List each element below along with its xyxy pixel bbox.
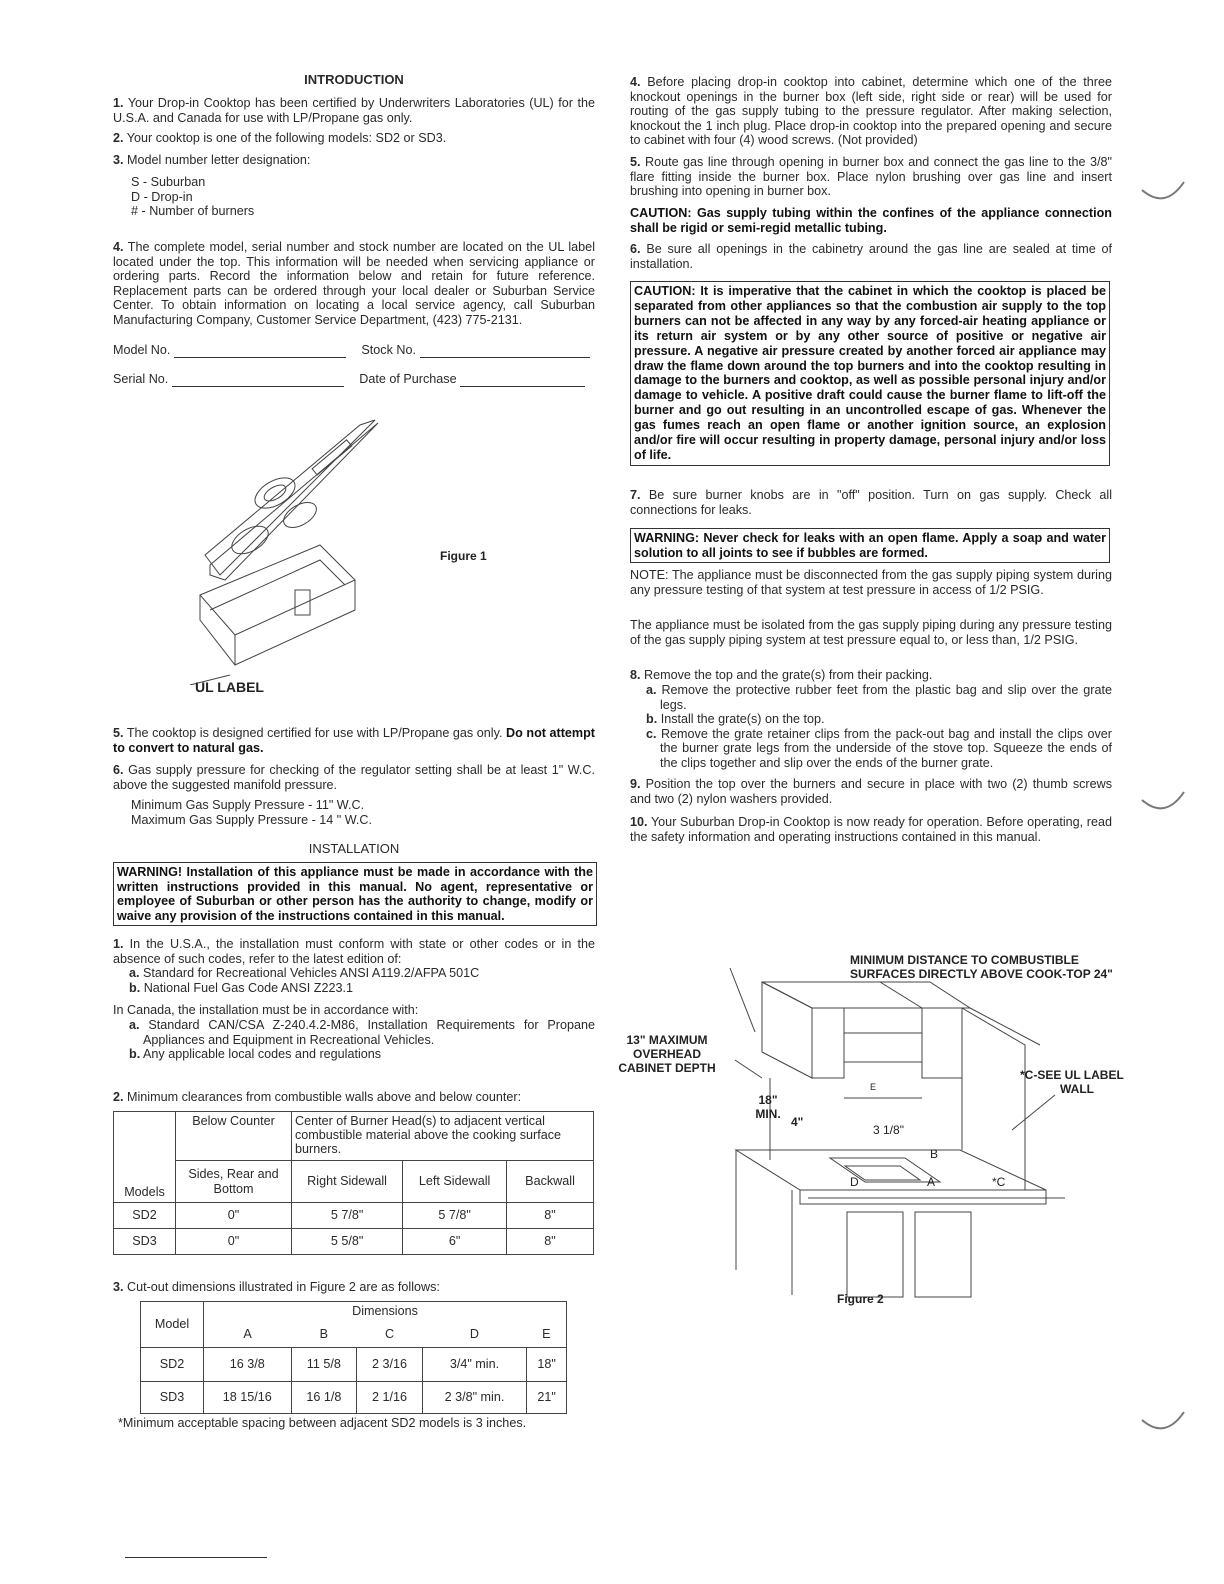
overhead-depth-label: 13" MAXIMUM OVERHEAD CABINET DEPTH [618, 1033, 716, 1075]
record-fields-2 [113, 372, 595, 387]
wall-label: WALL [1060, 1082, 1094, 1096]
cell: 5 7/8" [292, 1203, 403, 1229]
designation: D - Drop-in [131, 189, 193, 204]
install-p1 [113, 937, 595, 966]
cell: 6" [403, 1229, 507, 1255]
note: NOTE: The appliance must be disconnected from the gas supply piping system during any pressure testing of that system at test pressure in access of 1/2 PSIG. [630, 568, 1112, 597]
num: b. [129, 1047, 141, 1062]
cell: SD2 [141, 1348, 204, 1382]
binder-hole-mark [1140, 780, 1190, 820]
text: In the U.S.A., the installation must conform with state or other codes or in the absence of such codes, refer to the latest edition of: [113, 937, 595, 966]
cell: 5 7/8" [403, 1203, 507, 1229]
text: The complete model, serial number and stock number are located on the UL label located under the top. This information will be needed when servicing appliance or ordering parts. Record the information below and retain for future reference. Replacement parts can be ordered through your local dealer or Suburban Service Center. To obtain information on locating a local service agency, call Suburban Manufacturing Company, Customer Service Department, (423) 775-2131. [113, 240, 595, 327]
caution-cabinet-box: CAUTION: It is imperative that the cabinet in which the cooktop is placed be separated from other appliances so that the combustion air supply to the top burners can not be affected in any way by any forced-air heating appliance or its return air system or by any other source of positive or negative air pressure. A negative air pressure created by another forced air appliance may draw the flame down around the top burners and into the cooktop resulting in damage to the burners and cooktop, as well as possible personal injury and/or damage to vehicle. A positive draft could cause the burner flame to lift-off the burner and go out resulting in an uncontrolled escape of gas. Whenever the gas fumes reach an open flame or another ignition source, an explosion and/or fire will occur resulting in property damage, personal injury and/or loss of life. [630, 281, 1110, 466]
date-label: Date of Purchase [359, 372, 457, 386]
cell: 0" [176, 1229, 292, 1255]
isolated-note: The appliance must be isolated from the gas supply piping during any pressure testing of the gas supply piping system at test pressure equal to, or less than, 1/2 PSIG. [630, 618, 1112, 647]
binder-hole-mark [1140, 1400, 1190, 1440]
cell: 3/4" min. [422, 1348, 526, 1382]
text: Model number letter designation: [127, 153, 311, 167]
table-row [114, 1229, 594, 1255]
designation-list [113, 175, 595, 219]
num: 1. [113, 937, 124, 951]
four-inch-label: 4" [791, 1115, 804, 1129]
designation: # - Number of burners [131, 204, 255, 219]
header-below-counter: Below Counter [176, 1112, 292, 1161]
figure1-caption: Figure 1 [440, 549, 487, 563]
right-p7 [630, 488, 1112, 517]
intro-p5 [113, 726, 595, 755]
header-model: Model [141, 1302, 204, 1348]
figure1-cooktop-drawing [180, 415, 430, 685]
serial-no-field[interactable] [172, 375, 344, 387]
leak-warning-box: WARNING: Never check for leaks with an open flame. Apply a soap and water solution to all joints to see if bubbles are formed. [630, 528, 1110, 563]
num: 5. [630, 155, 641, 169]
num: b. [129, 980, 141, 995]
footer-rule [125, 1557, 267, 1558]
num: 3. [113, 153, 124, 167]
num: 6. [113, 763, 124, 777]
text: Position the top over the burners and secure in place with two (2) thumb screws and two (2) nylon washers provided. [630, 777, 1113, 806]
text: Remove the grate retainer clips from the pack-out bag and install the clips over the burner grate legs from the underside of the stove top. Squeeze the ends of the clips together and slip over the ends of the burner grate. [660, 726, 1113, 770]
num: 10. [630, 815, 648, 829]
text: Be sure all openings in the cabinetry around the gas line are sealed at time of installation. [630, 242, 1112, 271]
text: Your cooktop is one of the following models: SD2 or SD3. [126, 131, 447, 145]
right-p6 [630, 242, 1112, 271]
header-sides: Sides, Rear and Bottom [176, 1161, 292, 1203]
header-right: Right Sidewall [292, 1161, 403, 1203]
text: Your Drop-in Cooktop has been certified by Underwriters Laboratories (UL) for the U.S.A. and Canada for use with LP/Propane gas only. [113, 96, 595, 125]
model-no-label: Model No. [113, 343, 171, 357]
date-field[interactable] [460, 375, 585, 387]
dim-b-label: B [930, 1147, 939, 1161]
cell: 2 3/8" min. [422, 1382, 526, 1414]
clearances-table [113, 1111, 594, 1255]
text: Remove the top and the grate(s) from their packing. [644, 668, 933, 682]
designation: S - Suburban [131, 175, 206, 189]
stock-no-field[interactable] [420, 346, 590, 358]
footnote: *Minimum acceptable spacing between adjacent SD2 models is 3 inches. [118, 1416, 527, 1430]
max-pressure: Maximum Gas Supply Pressure - 14 " W.C. [131, 812, 373, 827]
pressure-list [113, 798, 595, 827]
num: 1. [113, 96, 124, 110]
num: 8. [630, 668, 641, 682]
cell: 16 1/8 [291, 1382, 357, 1414]
cell: 21" [527, 1382, 567, 1414]
bold-text: Do not attempt to convert to natural gas. [113, 726, 595, 755]
num: b. [646, 712, 658, 727]
figure2-cabinet-drawing [610, 950, 1130, 1300]
num: c. [646, 726, 657, 741]
num: 7. [630, 488, 641, 502]
num: a. [129, 966, 140, 980]
cell: 11 5/8 [291, 1348, 357, 1382]
right-p10 [630, 815, 1112, 844]
table-row [114, 1203, 594, 1229]
cell: 16 3/8 [204, 1348, 292, 1382]
canada-intro: In Canada, the installation must be in accordance with: [113, 1003, 419, 1017]
num: a. [646, 683, 657, 697]
cell: SD3 [114, 1229, 176, 1255]
dim-e-label: E [870, 1082, 877, 1092]
right-p4 [630, 75, 1112, 148]
min-18-label: 18" MIN. [755, 1093, 781, 1121]
caution-tubing: CAUTION: Gas supply tubing within the confines of the appliance connection shall be rigid or semi-regid metallic tubing. [630, 206, 1112, 235]
figure2-caption: Figure 2 [837, 1292, 884, 1306]
table-row [141, 1348, 567, 1382]
intro-p6 [113, 763, 595, 792]
us-code-list [113, 966, 595, 995]
num: a. [129, 1018, 140, 1032]
right-p8 [630, 668, 1112, 683]
installation-heading: INSTALLATION [308, 841, 400, 856]
stock-no-label: Stock No. [361, 343, 416, 357]
cell: SD3 [141, 1382, 204, 1414]
text: National Fuel Gas Code ANSI Z223.1 [143, 980, 354, 995]
cell: 0" [176, 1203, 292, 1229]
text: Minimum clearances from combustible walls above and below counter: [127, 1090, 522, 1104]
text: Route gas line through opening in burner box and connect the gas line to the 3/8" flare fitting inside the burner box. Place nylon brushing over gas line and insert brushing into opening in burner box. [630, 155, 1112, 199]
num: 3. [113, 1280, 124, 1294]
text: Any applicable local codes and regulations [143, 1047, 382, 1062]
text: Install the grate(s) on the top. [660, 712, 825, 727]
num: 6. [630, 242, 641, 256]
binder-hole-mark [1140, 170, 1190, 210]
right-p9 [630, 777, 1112, 806]
text: Before placing drop-in cooktop into cabinet, determine which one of the three knockout openings in the burner box (left side, right side or rear) will be used for routing of the gas supply tubing to the pressure regulator. After making selection, knockout the 1 inch plug. Place drop-in cooktop into the prepared opening and secure to cabinet with four (4) wood screws. (Not provided) [630, 75, 1113, 148]
min-distance-label: MINIMUM DISTANCE TO COMBUSTIBLE SURFACES DIRECTLY ABOVE COOK-TOP 24" [850, 953, 1113, 981]
right-p5 [630, 155, 1112, 199]
record-fields-1 [113, 343, 595, 358]
dim-a-label: A [927, 1175, 936, 1189]
ul-label-callout: UL LABEL [195, 679, 264, 695]
num: 2. [113, 131, 124, 145]
cell: SD2 [114, 1203, 176, 1229]
header-dimensions: Dimensions [204, 1302, 567, 1322]
dim-d-label: D [850, 1175, 859, 1189]
text: Remove the protective rubber feet from the plastic bag and slip over the grate legs. [660, 683, 1113, 712]
text: The cooktop is designed certified for use with LP/Propane gas only. [126, 726, 503, 740]
header-models: Models [114, 1112, 176, 1203]
col-d: D [469, 1326, 480, 1341]
num: 5. [113, 726, 124, 740]
model-no-field[interactable] [174, 346, 346, 358]
cell: 8" [507, 1229, 594, 1255]
intro-p1 [113, 96, 595, 125]
serial-no-label: Serial No. [113, 372, 169, 386]
min-pressure: Minimum Gas Supply Pressure - 11" W.C. [131, 798, 365, 812]
num: 4. [113, 240, 124, 254]
intro-p2 [113, 131, 595, 146]
table-row [141, 1382, 567, 1414]
text: Standard for Recreational Vehicles ANSI A119.2/AFPA 501C [143, 966, 480, 980]
cell: 18 15/16 [204, 1382, 292, 1414]
text: Your Suburban Drop-in Cooktop is now ready for operation. Before operating, read the safety information and operating instructions contained in this manual. [630, 815, 1112, 844]
cutout-table [140, 1301, 567, 1414]
intro-p4 [113, 240, 595, 328]
col-b: B [319, 1326, 329, 1341]
intro-heading: INTRODUCTION [304, 72, 404, 87]
num: 2. [113, 1090, 124, 1104]
text: Gas supply pressure for checking of the regulator setting shall be at least 1" W.C. above the suggested manifold pressure. [113, 763, 596, 792]
cell: 2 3/16 [357, 1348, 423, 1382]
col-c: C [384, 1326, 395, 1341]
cell: 5 5/8" [292, 1229, 403, 1255]
install-p2 [113, 1090, 595, 1105]
cell: 18" [527, 1348, 567, 1382]
installation-warning: WARNING! Installation of this appliance must be made in accordance with the written instructions provided in this manual. No agent, representative or employee of Suburban or other person has the authority to change, modify or waive any provision of the instructions contained in this manual. [113, 862, 597, 926]
num: 9. [630, 777, 641, 791]
num: 4. [630, 75, 641, 89]
col-e: E [527, 1322, 567, 1348]
header-left: Left Sidewall [403, 1161, 507, 1203]
intro-p3 [113, 153, 595, 168]
header-center-burner: Center of Burner Head(s) to adjacent vertical combustible material above the cooking surface burners. [292, 1112, 594, 1161]
three-eighth-label: 3 1/8" [873, 1123, 904, 1137]
p8-list [630, 683, 1112, 771]
col-a: A [204, 1322, 292, 1348]
cell: 2 1/16 [357, 1382, 423, 1414]
text: Be sure burner knobs are in "off" position. Turn on gas supply. Check all connections for leaks. [630, 488, 1112, 517]
text: Standard CAN/CSA Z-240.4.2-M86, Installation Requirements for Propane Appliances and Equipment in Recreational Vehicles. [143, 1018, 595, 1047]
header-back: Backwall [507, 1161, 594, 1203]
text: Cut-out dimensions illustrated in Figure 2 are as follows: [127, 1280, 440, 1294]
dim-c-label: *C [992, 1175, 1006, 1189]
ul-label-wall-label: *C-SEE UL LABEL [1020, 1068, 1124, 1082]
cell: 8" [507, 1203, 594, 1229]
canada-code-list [113, 1018, 595, 1062]
install-p3 [113, 1280, 595, 1295]
